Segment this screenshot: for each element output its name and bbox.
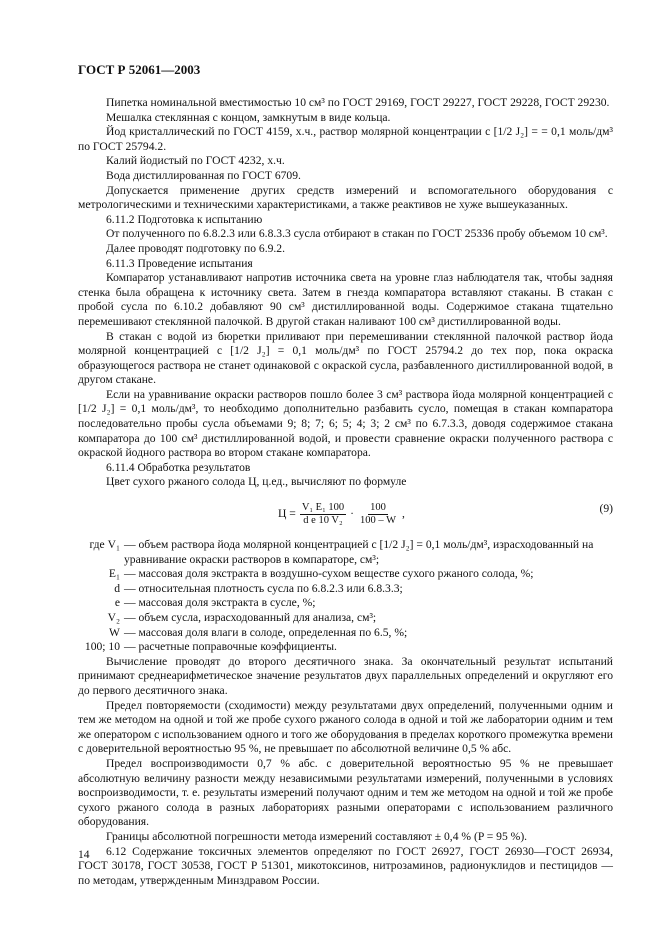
definition-symbol: W xyxy=(109,625,120,639)
formula-lhs: Ц = xyxy=(278,507,296,521)
paragraph-formula-intro: Цвет сухого ржаного солода Ц, ц.ед., вычисляют по формуле xyxy=(106,475,407,489)
definition-text: — массовая доля экстракта в сусле, %; xyxy=(124,596,316,610)
formula-number: (9) xyxy=(599,502,613,516)
paragraph-repeatability: Предел повторяемости (сходимости) между результатами двух определений, полученными одним и тем же методом на одной и той же пробе сухого ржаного солода в одной и той же лаборатории одним и тем же оператором с использованием одного и того же оборудования в пределах короткого промежутка времени с доверительной вероятностью 95 %, не превышает по абсолютной величине 0,5 % абс. xyxy=(78,698,613,756)
definition-row xyxy=(78,611,613,626)
definition-text: — объем раствора йода молярной концентрацией c [1/2 J₂] = 0,1 моль/дм³, израсходованный на уравнивание окраски растворов в компараторе, см³; xyxy=(124,538,594,566)
definition-text: — расчетные поправочные коэффициенты. xyxy=(124,640,337,654)
paragraph-iodine: Йод кристаллический по ГОСТ 4159, х.ч., раствор молярной концентрации c [1/2 J₂] = = 0,1 моль/дм³ по ГОСТ 25794.2. xyxy=(78,125,613,153)
definition-text: — объем сусла, израсходованный для анализа, см³; xyxy=(124,611,377,624)
formula-tail: , xyxy=(402,507,405,521)
formula-dot: · xyxy=(350,507,355,521)
paragraph-sample-prep: От полученного по 6.8.2.3 или 6.8.3.3 сусла отбирают в стакан по ГОСТ 25336 пробу объемом 10 см³. xyxy=(106,227,608,241)
paragraph-pipette: Пипетка номинальной вместимостью 10 см³ по ГОСТ 29169, ГОСТ 29227, ГОСТ 29228, ГОСТ 29230. xyxy=(106,96,610,109)
definition-row xyxy=(78,640,613,655)
definition-row xyxy=(78,567,613,582)
definition-row xyxy=(78,596,613,611)
section-6-11-4-heading: 6.11.4 Обработка результатов xyxy=(106,460,251,474)
fraction-2-numerator: 100 xyxy=(370,502,386,514)
definition-text: — относительная плотность сусла по 6.8.2.3 или 6.8.3.3; xyxy=(124,581,403,595)
definition-symbol: d xyxy=(114,581,120,595)
paragraph-comparator-setup: Компаратор устанавливают напротив источника света на уровне глаз наблюдателя так, чтобы задняя стенка была обращена к источнику света. Затем в гнезда компаратора вставляют стаканы. В стакан с пробой сусла по 6.10.2 добавляют 90 см³ дистиллированной воды. Содержимое стакана тщательно перемешивают стеклянной палочкой. В другой стакан наливают 100 см³ дистиллированной воды. xyxy=(78,271,613,328)
section-6-11-3-heading: 6.11.3 Проведение испытания xyxy=(106,256,253,270)
definition-row xyxy=(78,538,613,567)
paragraph-further-prep: Далее проводят подготовку по 6.9.2. xyxy=(106,241,285,255)
paragraph-water: Вода дистиллированная по ГОСТ 6709. xyxy=(106,168,301,182)
section-6-12-paragraph: 6.12 Содержание токсичных элементов определяют по ГОСТ 26927, ГОСТ 26930—ГОСТ 26934, ГОСТ 30178, ГОСТ 30538, ГОСТ Р 51301, микотоксинов, нитрозаминов, радионуклидов и пестицидов — по методам, утвержденным Минздравом России. xyxy=(78,844,613,887)
paragraph-dilution: Если на уравнивание окраски растворов пошло более 3 см³ раствора йода молярной концентрацией c [1/2 J₂] = 0,1 моль/дм³, то необходимо дополнительно разбавить сусло, помещая в стакан компаратора последовательно пробы сусла объемами 9; 8; 7; 6; 5; 4; 3; 2 см³ по 6.7.3.3, доводя содержимое стакана компаратора до 100 см³ дистиллированной водой, и провести сравнение окраски полученного раствора с окраской йодного раствора во втором стакане компаратора. xyxy=(78,387,613,460)
page-header: ГОСТ Р 52061—2003 xyxy=(78,62,201,77)
formula-9 xyxy=(78,494,613,534)
definition-row xyxy=(78,582,613,597)
definition-text: — массовая доля экстракта в воздушно-сухом веществе сухого ржаного солода, %; xyxy=(124,567,534,581)
definition-symbol: e xyxy=(114,596,120,610)
fraction-1-denominator: d e 10 V₂ xyxy=(303,515,343,527)
definition-symbol: E₁ xyxy=(108,567,120,581)
paragraph-stirrer: Мешалка стеклянная с концом, замкнутым в виде кольца. xyxy=(106,110,391,124)
definition-symbol: V₂ xyxy=(107,611,120,624)
paragraph-error-limits: Границы абсолютной погрешности метода измерений составляют ± 0,4 % (P = 95 %). xyxy=(106,829,528,843)
document-body xyxy=(78,96,613,888)
formula-fraction-1 xyxy=(300,502,346,527)
paragraph-allowed-alternatives: Допускается применение других средств измерений и вспомогательного оборудования с метрологическими и техническими характеристиками, а также реактивов не хуже вышеуказанных. xyxy=(78,183,613,212)
paragraph-reproducibility: Предел воспроизводимости 0,7 % абс. с доверительной вероятностью 95 % не превышает абсолютную величину разности между независимыми результатами измерений, полученными в условиях воспроизводимости, т. е. результаты измерений получают одним и тем же методом на одной и той же пробе сухого ржаного солода в разных лабораториях разными операторами с использованием различного оборудования. xyxy=(78,756,613,829)
formula-expression xyxy=(278,502,405,527)
paragraph-calculation: Вычисление проводят до второго десятичного знака. За окончательный результат испытаний принимают среднеарифметическое значение результатов двух параллельных определений и округляют его до первого десятичного знака. xyxy=(78,654,613,697)
paragraph-potassium-iodide: Калий йодистый по ГОСТ 4232, х.ч. xyxy=(106,154,285,168)
paragraph-titration: В стакан с водой из бюретки приливают при перемешивании стеклянной палочкой раствор йода молярной концентрацией c [1/2 J₂] = 0,1 моль/дм³ по ГОСТ 25794.2 до тех пор, пока окраска образующегося раствора не станет одинаковой с окраской сусла, разбавленного дистиллированной водой, в другом стакане. xyxy=(78,329,613,387)
definition-row xyxy=(78,626,613,641)
definition-text: — массовая доля влаги в солоде, определенная по 6.5, %; xyxy=(124,625,408,639)
page-number: 14 xyxy=(78,848,90,861)
fraction-2-denominator: 100 – W xyxy=(360,515,396,527)
definition-symbol: 100; 10 xyxy=(84,640,120,654)
definition-symbol: где V₁ xyxy=(89,538,120,552)
section-6-11-2-heading: 6.11.2 Подготовка к испытанию xyxy=(106,212,263,226)
formula-definitions xyxy=(78,538,613,655)
formula-fraction-2 xyxy=(358,502,398,527)
fraction-1-numerator: V₁ E₁ 100 xyxy=(301,502,345,514)
